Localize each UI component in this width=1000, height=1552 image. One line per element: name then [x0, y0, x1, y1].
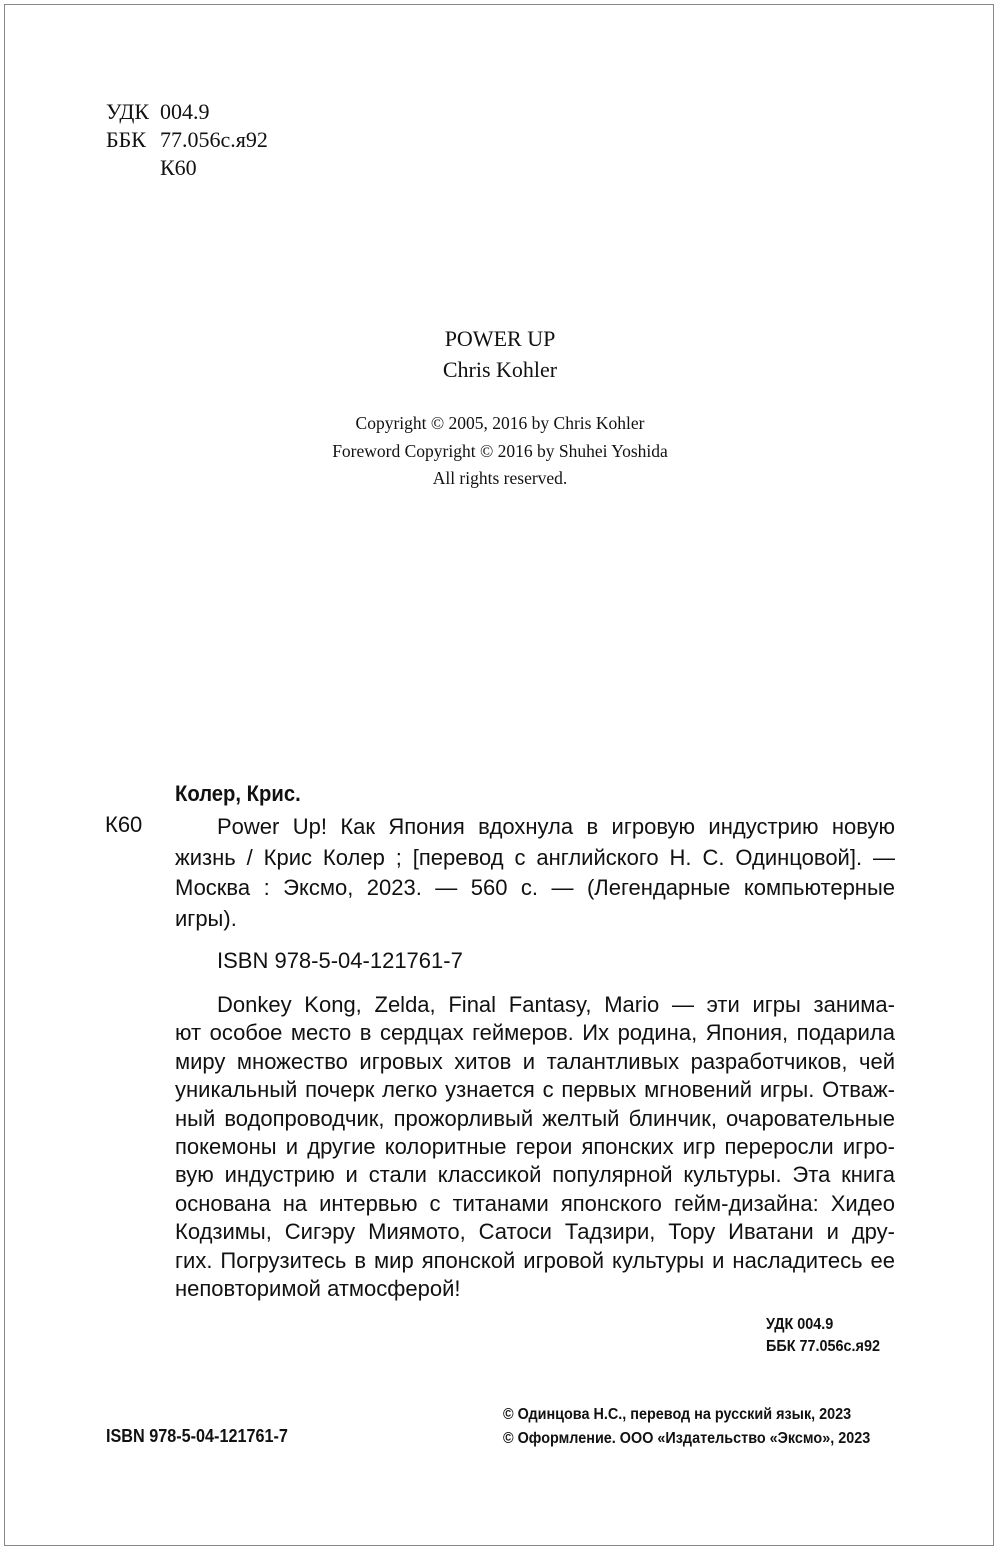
footer-classification	[766, 1314, 880, 1358]
annotation	[175, 991, 895, 1303]
bibliography-code: К60	[105, 812, 143, 837]
udk-label: УДК	[106, 99, 150, 124]
annotation-line: гих. Погрузитесь в мир японской игровой культуры и насладитесь ее	[175, 1247, 895, 1273]
annotation-line: неповторимой атмосферой!	[175, 1276, 461, 1302]
author-mark: К60	[160, 155, 197, 180]
footer-bbk: ББК 77.056с.я92	[766, 1338, 880, 1355]
bibliography-author-heading: Колер, Крис.	[175, 781, 301, 806]
footer-isbn: ISBN 978-5-04-121761-7	[106, 1426, 288, 1446]
bbk-label: ББК	[106, 127, 146, 152]
annotation-line: миру множество игровых хитов и талантливых разработчиков, чей	[175, 1048, 895, 1074]
copyright-block	[0, 410, 1000, 493]
annotation-line: вую индустрию и стали классикой популярной культуры. Эта книга	[175, 1162, 895, 1188]
footer-copyright	[503, 1403, 870, 1451]
udk-row	[106, 98, 268, 126]
copyright-translation: © Одинцова Н.С., перевод на русский язык, 2023	[503, 1406, 852, 1423]
bib-line: жизнь / Крис Колер ; [перевод с английского Н. С. Одинцовой]. —	[175, 844, 895, 870]
annotation-line: уникальный почерк легко узнается с первых мгновений игры. Отваж-	[175, 1077, 895, 1103]
original-title-block	[0, 323, 1000, 385]
annotation-line: Donkey Kong, Zelda, Final Fantasy, Mario — эти игры занима-	[217, 992, 895, 1017]
annotation-line: основана на интервью с титанами японского гейм-дизайна: Хидео	[175, 1190, 895, 1216]
copyright-design: © Оформление. ООО «Издательство «Эксмо», 2023	[503, 1430, 871, 1447]
bib-line: Москва : Эксмо, 2023. — 560 с. — (Легендарные компьютерные	[175, 875, 895, 900]
author-mark-row	[106, 154, 268, 182]
copyright-line: All rights reserved.	[432, 468, 568, 488]
udk-value: 004.9	[160, 99, 210, 124]
classification-block	[106, 98, 268, 182]
annotation-line: ный водопроводчик, прожорливый желтый блинчик, очаровательные	[175, 1105, 895, 1131]
bib-line: игры).	[175, 905, 237, 931]
bbk-row	[106, 126, 268, 154]
footer-udk: УДК 004.9	[766, 1316, 834, 1333]
annotation-line: ют особое место в сердцах геймеров. Их родина, Япония, подарила	[175, 1020, 895, 1046]
original-title: POWER UP	[444, 326, 556, 351]
bibliographic-description	[175, 812, 895, 934]
copyright-line: Foreword Copyright © 2016 by Shuhei Yoshida	[332, 440, 668, 461]
original-author: Chris Kohler	[442, 357, 558, 382]
copyright-line: Copyright © 2005, 2016 by Chris Kohler	[355, 413, 645, 433]
annotation-line: Кодзимы, Сигэру Миямото, Сатоси Тадзири, Тору Иватани и дру-	[175, 1219, 895, 1245]
annotation-line: покемоны и другие колоритные герои японских игр переросли игро-	[175, 1134, 895, 1160]
bib-line: Power Up! Как Япония вдохнула в игровую индустрию новую	[217, 814, 895, 839]
bbk-value: 77.056с.я92	[160, 127, 268, 152]
isbn: ISBN 978-5-04-121761-7	[217, 948, 463, 973]
